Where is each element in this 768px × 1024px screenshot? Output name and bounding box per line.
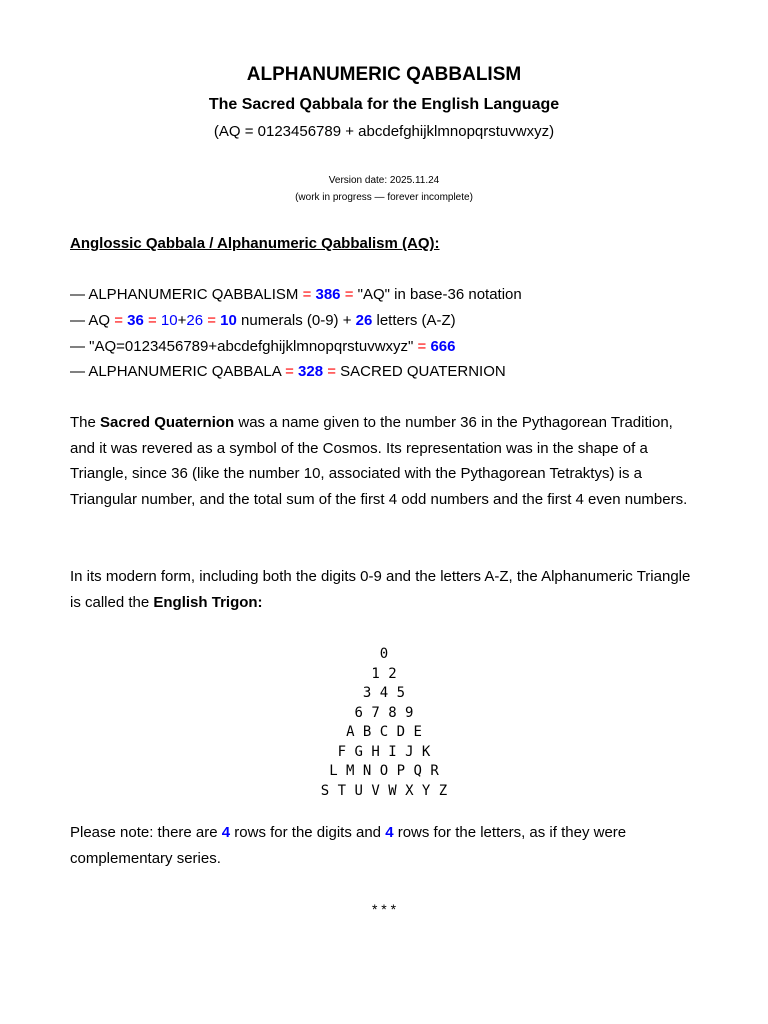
equation-text: — AQ [70, 312, 115, 329]
section-separator: * * * [371, 901, 397, 917]
equals-sign: = [344, 286, 354, 303]
equation-text: letters (A-Z) [372, 312, 456, 329]
term-english-trigon: English Trigon: [153, 593, 263, 611]
page-title: ALPHANUMERIC QABBALISM [246, 64, 522, 85]
paragraph-modern-form [70, 564, 700, 615]
equation-line-2 [70, 312, 456, 329]
equals-sign: = [207, 312, 216, 329]
paragraph-text: was a name given to the number 36 in the Pythagorean Tradition, and it was revered as a symbol of the Cosmos. Its representation was in the shape of a Triangle, since 36 (like the number 10, associated with the Pythagorean Tetraktys) is a Triangular number, and the total sum of the first 4 odd numbers and the first 4 even numbers. [70, 414, 688, 508]
trigon-row: L M N O P Q R [329, 763, 439, 779]
paragraph-text: rows for the digits and [230, 824, 386, 841]
equals-sign: = [327, 363, 336, 380]
equals-sign: = [302, 286, 312, 303]
equals-sign: = [114, 312, 123, 329]
section-heading: Anglossic Qabbala / Alphanumeric Qabbalism (AQ): [70, 235, 440, 252]
equation-line-4 [70, 363, 506, 380]
digit-row-count: 4 [221, 824, 231, 841]
equals-sign: = [285, 363, 294, 380]
equation-text: SACRED QUATERNION [340, 363, 506, 380]
page-subtitle: The Sacred Qabbala for the English Language [208, 96, 560, 113]
paragraph-text: Please note: there are [70, 824, 222, 841]
gematria-value: 26 [355, 312, 373, 329]
english-trigon [0, 645, 768, 801]
gematria-value: 328 [298, 363, 324, 380]
trigon-row: A B C D E [346, 724, 422, 740]
trigon-row: 1 2 [371, 665, 397, 682]
letter-count: 26 [186, 312, 204, 329]
term-sacred-quaternion: Sacred Quaternion [100, 414, 235, 431]
equation-line-1 [70, 286, 522, 303]
trigon-row: 3 4 5 [362, 685, 406, 701]
paragraph-text: In its modern form, including both the digits 0-9 and the letters A-Z, the Alphanumeric Triangle is called the [70, 568, 691, 611]
gematria-value: 10 [220, 312, 237, 329]
trigon-row: F G H I J K [337, 743, 431, 760]
aq-formula: (AQ = 0123456789 + abcdefghijklmnopqrstuvwxyz) [213, 123, 555, 140]
equation-text: numerals (0-9) + [236, 312, 356, 329]
equation-text: — ALPHANUMERIC QABBALA [70, 363, 286, 380]
plus-sign: + [177, 312, 187, 329]
gematria-value: 36 [127, 312, 144, 329]
letter-row-count: 4 [385, 824, 394, 841]
equals-sign: = [147, 312, 157, 329]
trigon-row: 0 [379, 646, 389, 662]
paragraph-sacred-quaternion [70, 410, 700, 512]
version-date: Version date: 2025.11.24 [328, 175, 440, 186]
equation-text: — "AQ=0123456789+abcdefghijklmnopqrstuvwxyz" [70, 338, 418, 355]
equation-text: "AQ" in base-36 notation [357, 286, 522, 303]
equals-sign: = [417, 338, 427, 355]
trigon-row: 6 7 8 9 [354, 704, 414, 721]
equation-line-3 [70, 338, 456, 355]
gematria-value: 386 [315, 286, 341, 303]
status-note: (work in progress — forever incomplete) [295, 192, 473, 203]
paragraph-note [70, 820, 700, 871]
paragraph-text: rows for the letters, as if they were complementary series. [70, 824, 627, 867]
numeral-count: 10 [160, 312, 178, 329]
equation-text: — ALPHANUMERIC QABBALISM [70, 286, 303, 303]
paragraph-text: The [70, 414, 101, 431]
trigon-row: S T U V W X Y Z [320, 782, 448, 799]
gematria-value: 666 [430, 338, 456, 355]
